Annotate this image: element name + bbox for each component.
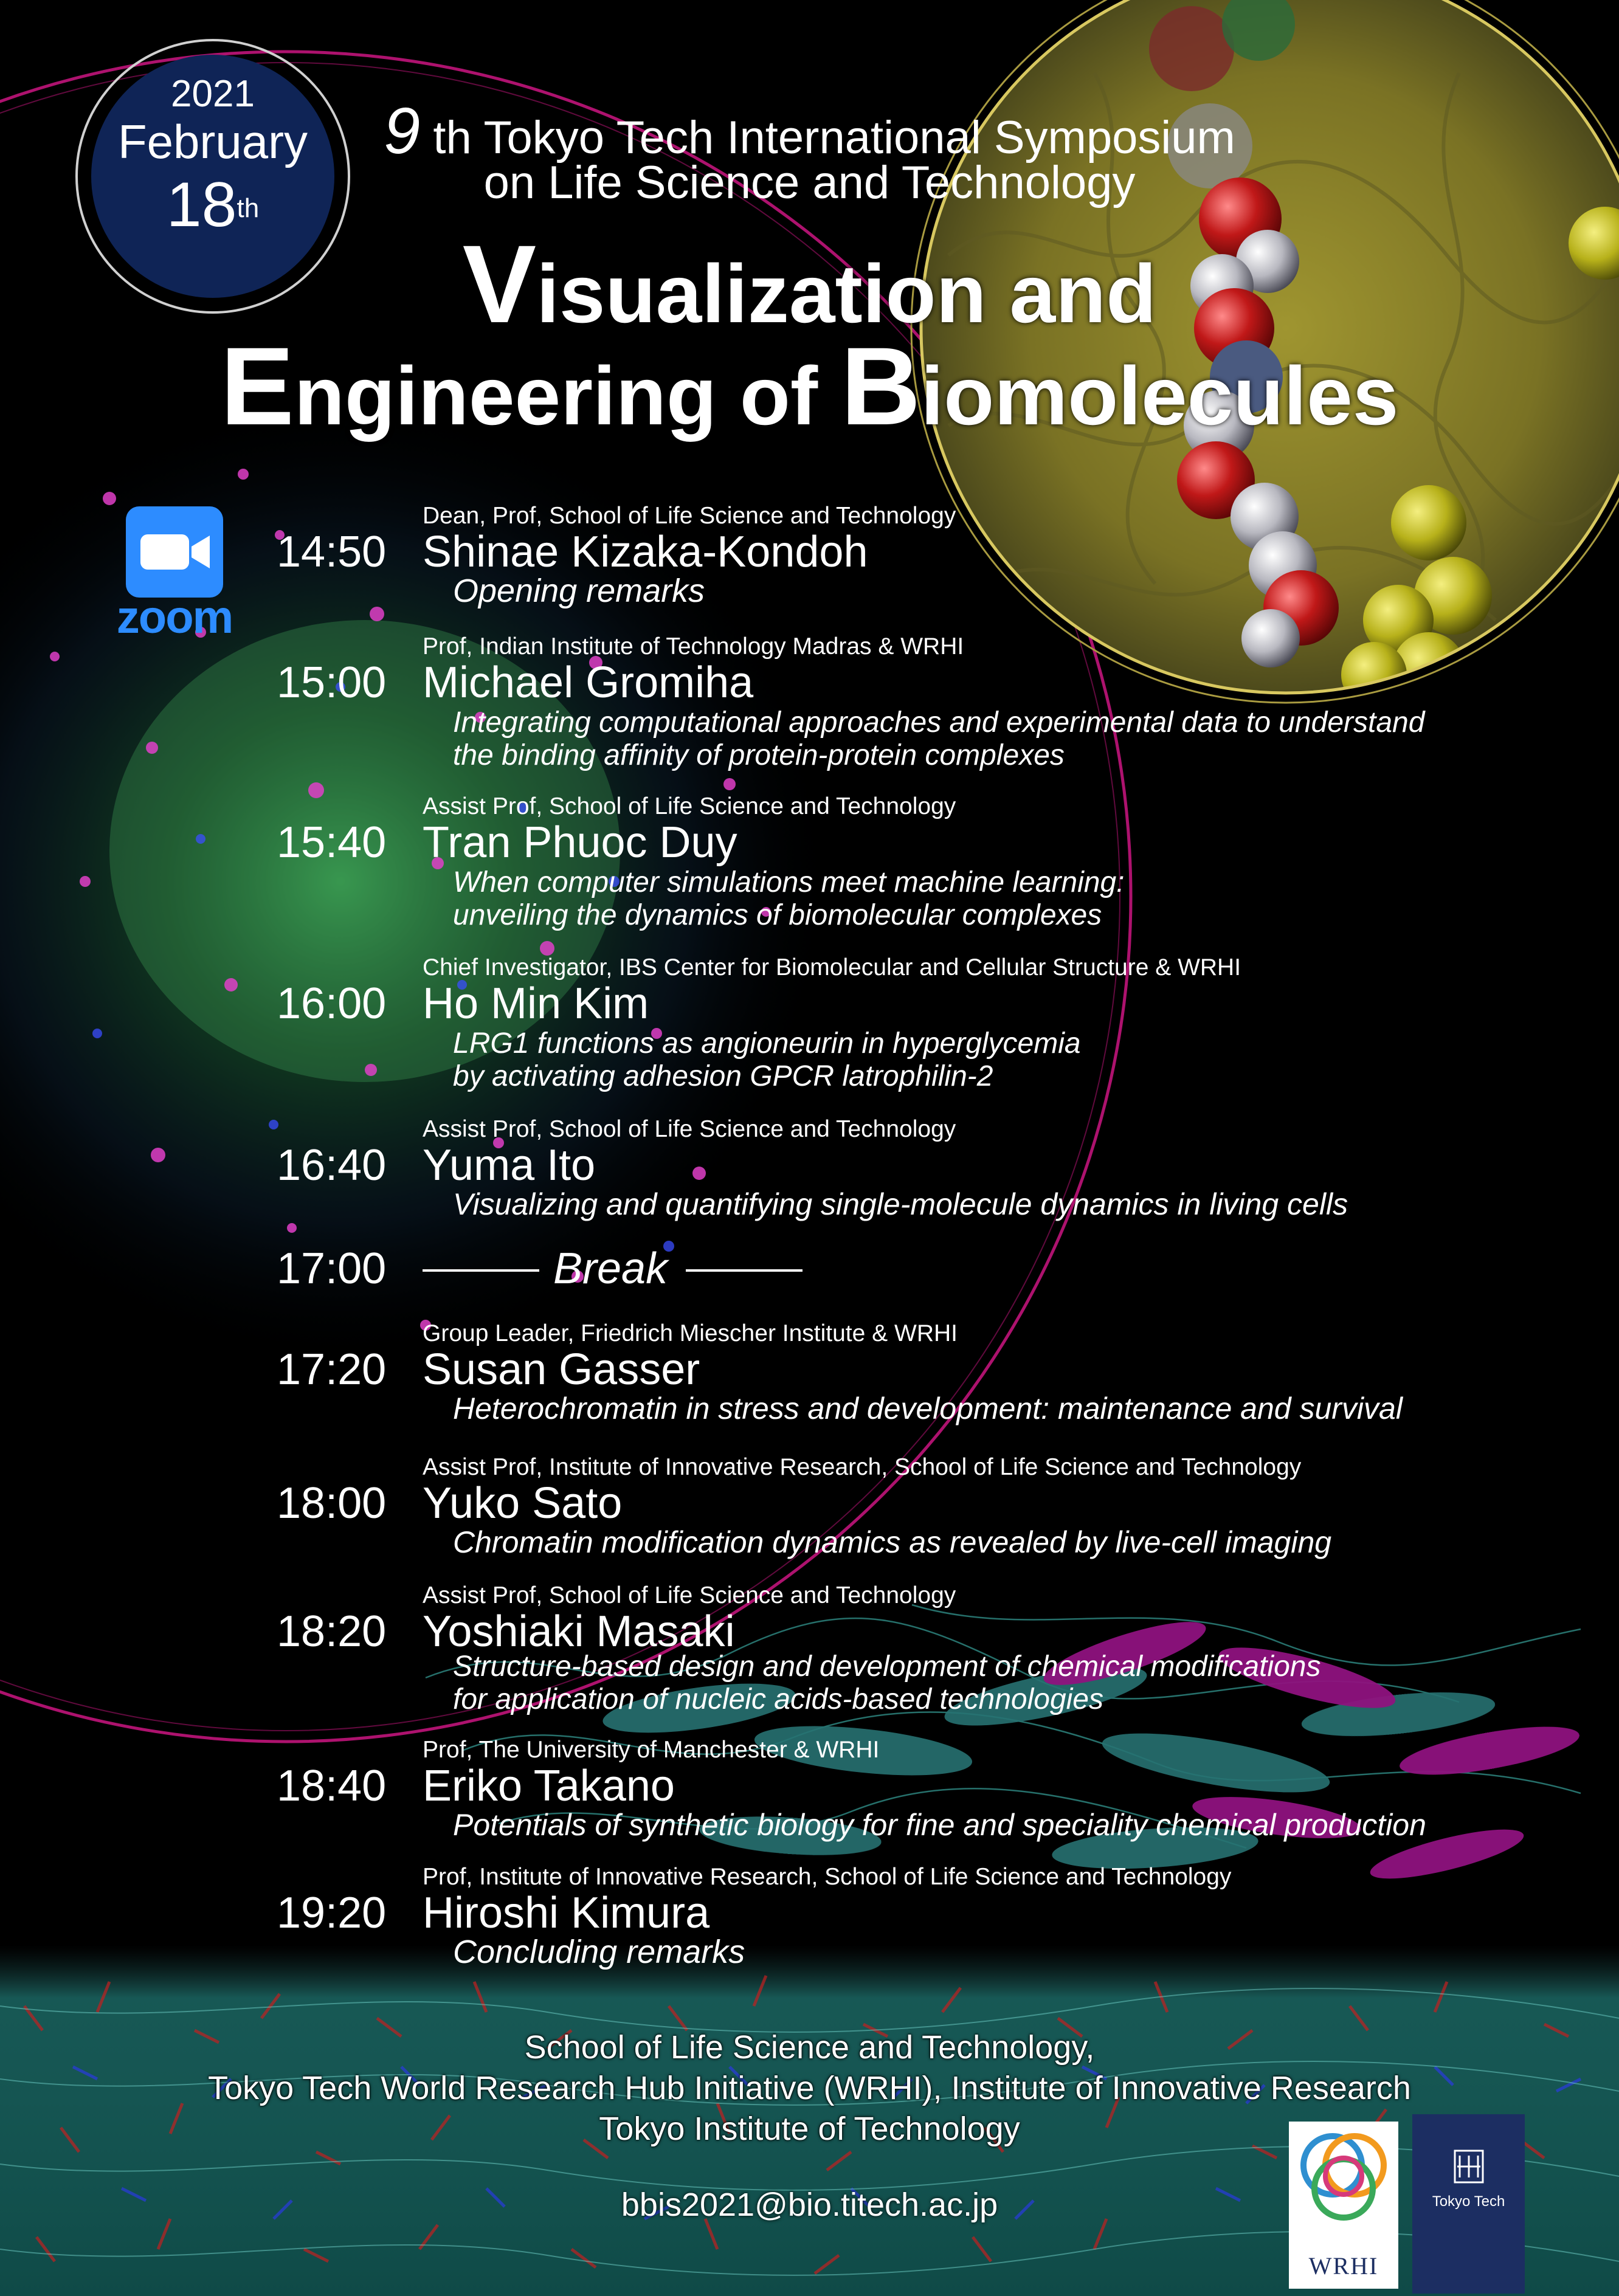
talk-title-line1: Integrating computational approaches and experimental data to understand (453, 706, 1425, 739)
speaker-affiliation: Prof, Institute of Innovative Research, School of Life Science and Technology (423, 1864, 1232, 1890)
date-day-number: 18 (166, 170, 237, 240)
tokyo-tech-emblem-icon (1412, 2114, 1525, 2187)
talk-title-line2: for application of nucleic acids-based technologies (453, 1683, 1103, 1715)
date-month: February (117, 115, 308, 168)
slot-time: 14:50 (277, 528, 387, 576)
date-day-suffix: th (236, 193, 260, 223)
speaker-affiliation: Dean, Prof, School of Life Science and Technology (423, 503, 956, 529)
slot-time: 16:00 (277, 979, 387, 1028)
talk-title: Opening remarks (453, 573, 705, 609)
speaker-name: Ho Min Kim (423, 979, 649, 1028)
speaker-affiliation: Assist Prof, School of Life Science and Technology (423, 793, 956, 819)
slot-time: 17:20 (277, 1345, 387, 1394)
tokyo-tech-wordmark: Tokyo Tech (1432, 2193, 1505, 2210)
contact-email[interactable]: bbis2021@bio.titech.ac.jp (621, 2187, 998, 2223)
break-rule-right (686, 1269, 803, 1272)
talk-title: Potentials of synthetic biology for fine and speciality chemical production (453, 1808, 1426, 1842)
talk-title-line1: LRG1 functions as angioneurin in hyperglycemia (453, 1027, 1081, 1060)
talk-title: Chromatin modification dynamics as revealed by live-cell imaging (453, 1525, 1332, 1559)
speaker-affiliation: Assist Prof, Institute of Innovative Research, School of Life Science and Technology (423, 1454, 1302, 1480)
slot-time: 18:20 (277, 1607, 387, 1656)
speaker-name: Eriko Takano (423, 1762, 675, 1810)
speaker-name: Yoshiaki Masaki (423, 1607, 735, 1656)
talk-title-line1: Structure-based design and development of chemical modifications (453, 1650, 1321, 1683)
speaker-name: Tran Phuoc Duy (423, 818, 737, 867)
slot-time: 19:20 (277, 1889, 387, 1937)
date-year: 2021 (171, 73, 255, 115)
slot-time: 18:00 (277, 1479, 387, 1528)
title-cap-b: B (840, 324, 921, 448)
speaker-name: Shinae Kizaka-Kondoh (423, 528, 868, 576)
zoom-wordmark: zoom (116, 591, 233, 643)
speaker-affiliation: Group Leader, Friedrich Miescher Institute & WRHI (423, 1320, 958, 1346)
slot-time: 15:40 (277, 818, 387, 867)
talk-title: Heterochromatin in stress and development: maintenance and survival (453, 1391, 1403, 1426)
title-cap-v: V (462, 222, 537, 346)
title-line2-mid: ngineering of (294, 350, 841, 442)
talk-title-line2: unveiling the dynamics of biomolecular complexes (453, 899, 1102, 931)
talk-title: Concluding remarks (453, 1934, 745, 1970)
tokyo-tech-logo (1412, 2114, 1525, 2294)
slot-time: 15:00 (277, 658, 387, 707)
slot-time: 17:00 (277, 1244, 387, 1293)
speaker-name: Hiroshi Kimura (423, 1889, 710, 1937)
title-line1-rest: isualization and (536, 247, 1157, 340)
organizer-line1: School of Life Science and Technology, (524, 2029, 1095, 2066)
title-line2 (0, 324, 1619, 448)
slot-time: 18:40 (277, 1762, 387, 1810)
speaker-affiliation: Chief Investigator, IBS Center for Biomolecular and Cellular Structure & WRHI (423, 954, 1241, 981)
speaker-name: Yuma Ito (423, 1141, 596, 1190)
symposium-ordinal: 9 (384, 94, 421, 167)
speaker-affiliation: Prof, Indian Institute of Technology Madras & WRHI (423, 633, 964, 660)
title-cap-e: E (220, 324, 294, 448)
organizer-line2: Tokyo Tech World Research Hub Initiative (WRHI), Institute of Innovative Research (208, 2070, 1411, 2106)
slot-time: 16:40 (277, 1141, 387, 1190)
speaker-name: Yuko Sato (423, 1479, 623, 1528)
symposium-line1-text: th Tokyo Tech International Symposium (433, 112, 1235, 164)
speaker-affiliation: Assist Prof, School of Life Science and Technology (423, 1116, 956, 1142)
speaker-name: Susan Gasser (423, 1345, 700, 1394)
organizer-line3: Tokyo Institute of Technology (599, 2111, 1020, 2147)
title-line2-rest: iomolecules (920, 350, 1399, 442)
wrhi-wordmark: WRHI (1308, 2252, 1379, 2280)
symposium-line2: on Life Science and Technology (483, 157, 1136, 209)
wrhi-logo (1289, 2122, 1398, 2289)
talk-title-line2: the binding affinity of protein-protein complexes (453, 739, 1065, 771)
break-label: Break (553, 1244, 668, 1293)
break-rule-left (423, 1269, 539, 1272)
wrhi-rings-icon (1289, 2122, 1398, 2243)
talk-title-line1: When computer simulations meet machine learning: (453, 866, 1125, 898)
speaker-affiliation: Prof, The University of Manchester & WRHI (423, 1737, 880, 1763)
talk-title: Visualizing and quantifying single-molecule dynamics in living cells (453, 1187, 1348, 1221)
video-camera-icon (126, 506, 223, 598)
zoom-logo (126, 506, 223, 598)
speaker-name: Michael Gromiha (423, 658, 754, 707)
talk-title-line2: by activating adhesion GPCR latrophilin-2 (453, 1060, 993, 1092)
speaker-affiliation: Assist Prof, School of Life Science and Technology (423, 1582, 956, 1608)
